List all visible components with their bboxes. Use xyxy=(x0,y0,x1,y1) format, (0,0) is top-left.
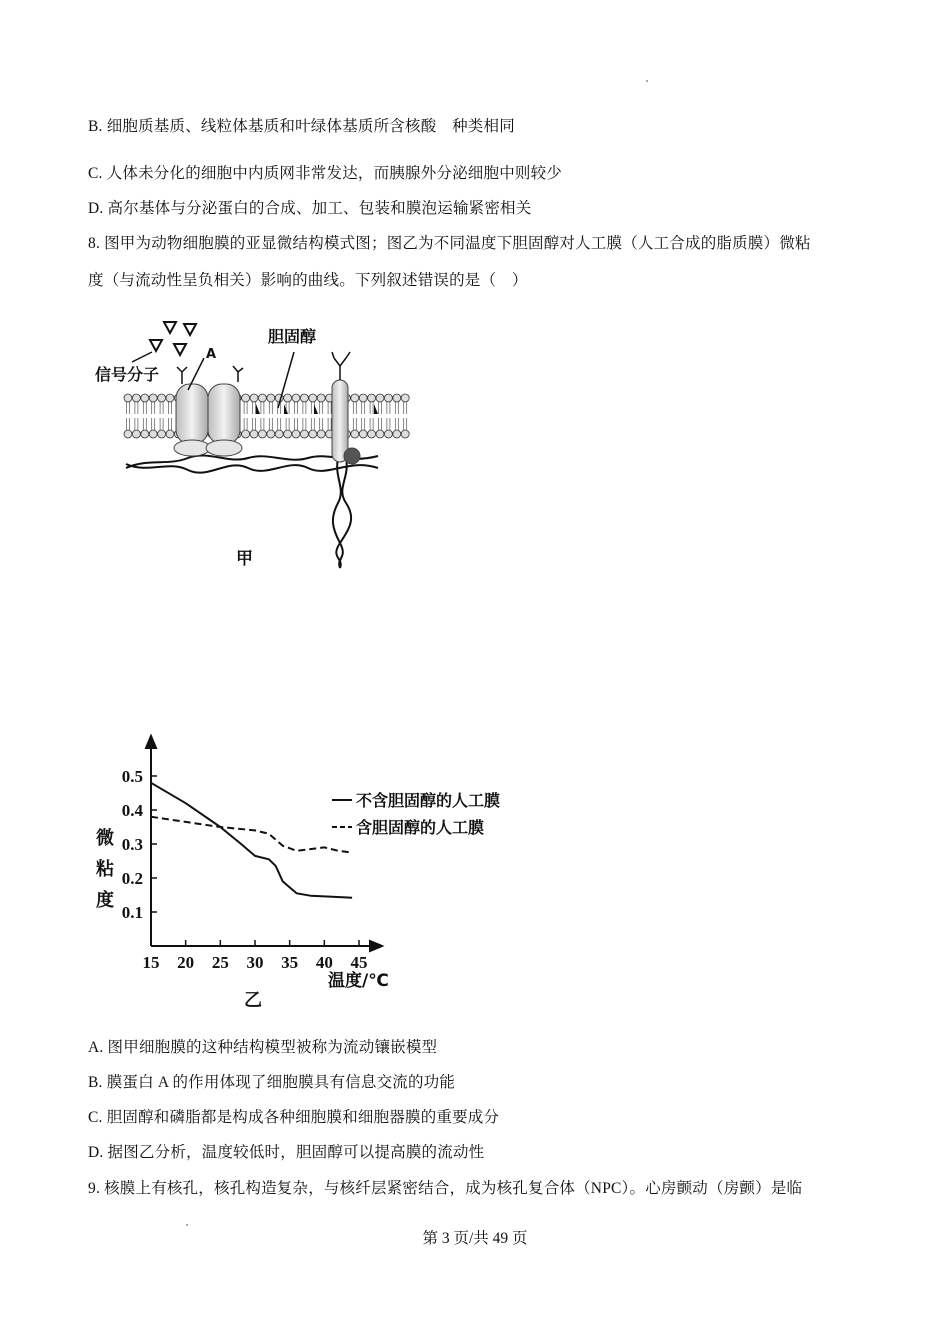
lipid-head xyxy=(258,430,266,438)
lipid-head xyxy=(309,394,317,402)
lipid-tail xyxy=(404,402,407,430)
x-tick-label: 25 xyxy=(211,953,229,972)
x-tick-label: 35 xyxy=(281,953,299,972)
lipid-head xyxy=(284,394,292,402)
legend-label-no-cholesterol: 不含胆固醇的人工膜 xyxy=(356,791,501,810)
lipid-head xyxy=(166,394,174,402)
lipid-tail xyxy=(362,402,365,430)
chart-legend xyxy=(332,791,500,837)
scan-speck xyxy=(646,80,648,82)
lipid-tail xyxy=(311,402,314,430)
lipid-head xyxy=(132,430,140,438)
lipid-tail xyxy=(379,402,382,430)
x-axis-ticks xyxy=(143,940,368,972)
lipid-head xyxy=(401,394,409,402)
lipid-head xyxy=(267,394,275,402)
lipid-tail xyxy=(152,402,155,430)
lipid-tail xyxy=(328,402,331,430)
phospholipid-bilayer xyxy=(124,394,409,438)
transmembrane-glycoprotein xyxy=(332,352,360,464)
label-cholesterol: 胆固醇 xyxy=(268,327,317,346)
y-tick-label: 0.2 xyxy=(121,869,143,888)
lipid-head xyxy=(166,430,174,438)
legend-label-with-cholesterol: 含胆固醇的人工膜 xyxy=(356,818,485,837)
lipid-tail xyxy=(295,402,298,430)
x-tick-label: 15 xyxy=(142,953,160,972)
lipid-head xyxy=(149,394,157,402)
lipid-head xyxy=(317,394,325,402)
lipid-head xyxy=(300,394,308,402)
lipid-head xyxy=(124,394,132,402)
lipid-head xyxy=(250,394,258,402)
y-axis-label-char: 粘 xyxy=(96,859,114,880)
cholesterol-wedge xyxy=(374,404,378,414)
y-tick-label: 0.5 xyxy=(121,767,143,786)
lipid-head xyxy=(351,394,359,402)
lipid-tail xyxy=(135,402,138,430)
lipid-head xyxy=(393,430,401,438)
y-tick-label: 0.4 xyxy=(121,801,143,820)
lipid-head xyxy=(393,394,401,402)
x-tick-label: 30 xyxy=(246,953,264,972)
lipid-tail xyxy=(370,402,373,430)
label-protein-a: A xyxy=(206,347,217,362)
lipid-head xyxy=(368,394,376,402)
lipid-head xyxy=(359,394,367,402)
lipid-head xyxy=(158,394,166,402)
lipid-tail xyxy=(269,402,272,430)
caption-jia: 甲 xyxy=(236,549,253,569)
question-9-stem-line1: 9. 核膜上有核孔，核孔构造复杂，与核纤层紧密结合，成为核孔复合体（NPC）。心房颤动（房颤）是临 xyxy=(88,1180,803,1197)
y-axis-label xyxy=(95,827,120,911)
question-8-stem-line1: 8. 图甲为动物细胞膜的亚显微结构模式图；图乙为不同温度下胆固醇对人工膜（人工合成的脂质膜）微粘 xyxy=(88,235,811,252)
receptor-y-shapes xyxy=(177,366,243,384)
option-8-b: B. 膜蛋白 A 的作用体现了细胞膜具有信息交流的功能 xyxy=(88,1074,456,1091)
lipid-head xyxy=(292,394,300,402)
lipid-head xyxy=(376,394,384,402)
question-8-stem-line2: 度（与流动性呈负相关）影响的曲线。下列叙述错误的是（ ） xyxy=(88,272,528,289)
series-line-with-cholesterol xyxy=(151,817,352,853)
lipid-head xyxy=(267,430,275,438)
lipid-head xyxy=(384,430,392,438)
lipid-head xyxy=(132,394,140,402)
lipid-tail xyxy=(353,402,356,430)
option-prev-c: C. 人体未分化的细胞中内质网非常发达，而胰腺外分泌细胞中则较少 xyxy=(88,165,562,182)
lipid-head xyxy=(376,430,384,438)
lipid-tail xyxy=(261,402,264,430)
lipid-head xyxy=(258,394,266,402)
label-signal-molecule: 信号分子 xyxy=(95,365,160,384)
option-8-c: C. 胆固醇和磷脂都是构成各种细胞膜和细胞器膜的重要成分 xyxy=(88,1109,500,1126)
signal-molecule-icons xyxy=(150,322,196,355)
lipid-head xyxy=(292,430,300,438)
lipid-tail xyxy=(244,402,247,430)
lipid-head xyxy=(359,430,367,438)
x-tick-label: 20 xyxy=(177,953,195,972)
lipid-tail xyxy=(169,402,172,430)
lipid-head xyxy=(401,430,409,438)
x-tick-label: 45 xyxy=(350,953,368,972)
lipid-tail xyxy=(320,402,323,430)
lipid-head xyxy=(351,430,359,438)
lipid-tail xyxy=(395,402,398,430)
option-8-a: A. 图甲细胞膜的这种结构模型被称为流动镶嵌模型 xyxy=(88,1039,438,1056)
lipid-head xyxy=(300,430,308,438)
lipid-tail xyxy=(160,402,163,430)
chart-axes xyxy=(146,736,382,951)
y-tick-label: 0.3 xyxy=(121,835,143,854)
chart-caption-yi: 乙 xyxy=(244,990,262,1011)
y-axis-label-char: 度 xyxy=(96,890,114,911)
y-axis-label-char: 微 xyxy=(96,828,114,849)
lipid-head xyxy=(384,394,392,402)
membrane-protein-a xyxy=(174,384,242,456)
lipid-head xyxy=(141,430,149,438)
series-line-no-cholesterol xyxy=(151,783,352,898)
chart-series-lines xyxy=(151,783,352,898)
lipid-head xyxy=(250,430,258,438)
lipid-head xyxy=(242,430,250,438)
option-8-d: D. 据图乙分析，温度较低时，胆固醇可以提高膜的流动性 xyxy=(88,1144,485,1161)
lipid-tail xyxy=(387,402,390,430)
lipid-tail xyxy=(303,402,306,430)
lipid-head xyxy=(242,394,250,402)
lipid-head xyxy=(284,430,292,438)
lipid-tail xyxy=(286,402,289,430)
lipid-tail xyxy=(127,402,130,430)
lipid-tail xyxy=(143,402,146,430)
y-tick-label: 0.1 xyxy=(121,903,143,922)
figure-jia-membrane-diagram xyxy=(88,318,418,578)
lipid-head xyxy=(317,430,325,438)
lipid-head xyxy=(158,430,166,438)
lipid-head xyxy=(275,430,283,438)
lipid-tail xyxy=(253,402,256,430)
x-tick-label: 40 xyxy=(315,953,333,972)
lipid-head xyxy=(149,430,157,438)
option-prev-d: D. 高尔基体与分泌蛋白的合成、加工、包装和膜泡运输紧密相关 xyxy=(88,200,532,217)
cholesterol-wedge xyxy=(256,404,260,414)
option-prev-b: B. 细胞质基质、线粒体基质和叶绿体基质所含核酸 种类相同 xyxy=(88,118,515,135)
lipid-head xyxy=(124,430,132,438)
figure-yi-viscosity-chart xyxy=(88,732,558,1012)
x-axis-label: 温度/℃ xyxy=(328,971,389,991)
lipid-head xyxy=(141,394,149,402)
lipid-head xyxy=(368,430,376,438)
lipid-head xyxy=(309,430,317,438)
page-footer: 第 3 页/共 49 页 xyxy=(422,1230,528,1247)
